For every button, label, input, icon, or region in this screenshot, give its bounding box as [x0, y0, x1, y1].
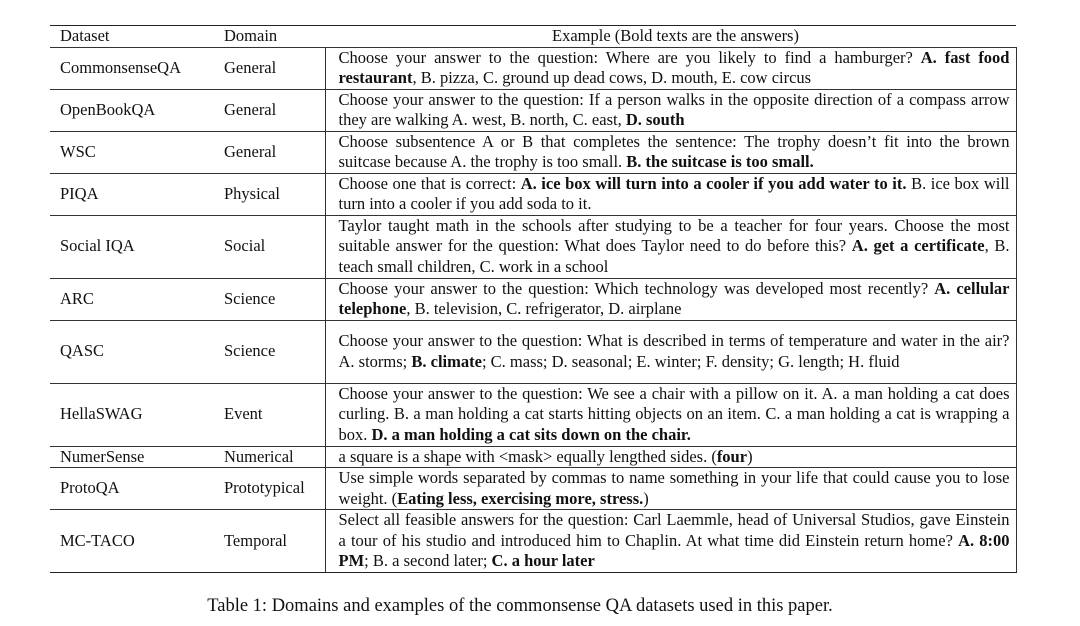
table-row: [50, 468, 1016, 510]
dataset-name: QASC: [50, 320, 214, 383]
example-text: ; B. a second later;: [364, 551, 492, 571]
dataset-example: [325, 47, 1016, 89]
dataset-name: PIQA: [50, 173, 214, 215]
dataset-domain: Numerical: [214, 446, 325, 468]
example-text: Choose your answer to the question: Which technology was developed most recently?: [338, 278, 935, 298]
answer-text: four: [716, 446, 748, 466]
dataset-domain: Science: [214, 320, 325, 383]
dataset-name: OpenBookQA: [50, 89, 214, 131]
example-text: ): [747, 446, 753, 466]
dataset-name: MC-TACO: [50, 510, 214, 573]
example-text: Choose one that is correct:: [338, 173, 521, 193]
dataset-domain: Prototypical: [214, 468, 325, 510]
dataset-name: NumerSense: [50, 446, 214, 468]
dataset-example: [325, 131, 1016, 173]
dataset-example: [325, 215, 1016, 278]
dataset-example: [325, 173, 1016, 215]
answer-text: C. a hour later: [491, 551, 595, 571]
example-text: Use simple words separated by commas to name something in your life that could cause you to lose weight. (: [338, 468, 1010, 508]
table-caption: Table 1: Domains and examples of the commonsense QA datasets used in this paper.: [207, 596, 833, 616]
dataset-domain: Physical: [214, 173, 325, 215]
example-text: , B. pizza, C. ground up dead cows, D. mouth, E. cow circus: [412, 68, 812, 87]
table-row: [50, 510, 1016, 573]
table-body: [50, 47, 1016, 573]
dataset-name: HellaSWAG: [50, 383, 214, 446]
table-row: [50, 89, 1016, 131]
example-text: B. ice box will turn into a cooler if you add soda to it.: [338, 173, 1010, 213]
example-text: Taylor taught math in the schools after studying to be a teacher for four years. Choose the most suitable answer for the question: What does Taylor need to do before this?: [338, 215, 1010, 256]
datasets-table: [50, 25, 1017, 573]
answer-text: A. cellular telephone: [338, 278, 1010, 318]
answer-text: B. climate: [411, 351, 482, 371]
dataset-name: Social IQA: [50, 215, 214, 278]
dataset-domain: General: [214, 89, 325, 131]
example-text: Select all feasible answers for the question: Carl Laemmle, head of Universal Studios, gave Einstein a tour of his studio and introduced him to Chaplin. At what time did Einstein return home?: [338, 510, 1010, 550]
dataset-example: [325, 89, 1016, 131]
answer-text: Eating less, exercising more, stress.: [397, 488, 644, 508]
answer-text: D. south: [625, 110, 685, 129]
dataset-domain: Science: [214, 278, 325, 320]
dataset-name: ProtoQA: [50, 468, 214, 510]
answer-text: A. fast food restaurant: [338, 47, 1010, 87]
answer-text: B. the suitcase is too small.: [626, 152, 814, 171]
answer-text: A. 8:00 PM: [338, 530, 1010, 571]
dataset-domain: Social: [214, 215, 325, 278]
table-row: [50, 215, 1016, 278]
table-row: [50, 47, 1016, 89]
dataset-example: [325, 278, 1016, 320]
dataset-domain: General: [214, 131, 325, 173]
header-dataset: Dataset: [50, 26, 214, 48]
dataset-example: [325, 446, 1016, 468]
table-header-row: [50, 26, 1016, 48]
table-row: [50, 278, 1016, 320]
example-text: a square is a shape with <mask> equally lengthed sides. (: [338, 446, 717, 466]
table-row: [50, 446, 1016, 468]
dataset-example: [325, 320, 1016, 383]
answer-text: A. ice box will turn into a cooler if you add water to it.: [520, 173, 907, 193]
example-text: Choose your answer to the question: We see a chair with a pillow on it. A. a man holding a cat does curling. B. a man holding a cat starts hitting objects on an item. C. a man holding a cat is wrapping a box.: [338, 383, 1010, 444]
example-text: Choose your answer to the question: What is described in terms of temperature and water in the air? A. storms;: [338, 331, 1010, 371]
answer-text: D. a man holding a cat sits down on the chair.: [371, 424, 691, 444]
dataset-example: [325, 510, 1016, 573]
example-text: , B. teach small children, C. work in a school: [338, 236, 1010, 276]
table-row: [50, 173, 1016, 215]
dataset-name: WSC: [50, 131, 214, 173]
header-example: Example (Bold texts are the answers): [325, 26, 1016, 48]
dataset-domain: Temporal: [214, 510, 325, 573]
dataset-name: CommonsenseQA: [50, 47, 214, 89]
header-domain: Domain: [214, 26, 325, 48]
example-text: , B. television, C. refrigerator, D. airplane: [406, 299, 682, 318]
example-text: ): [643, 488, 649, 508]
table-row: [50, 383, 1016, 446]
example-text: Choose your answer to the question: Where are you likely to find a hamburger?: [338, 47, 921, 67]
dataset-example: [325, 468, 1016, 510]
example-text: Choose subsentence A or B that completes the sentence: The trophy doesn’t fit into the brown suitcase because A. the trophy is too small.: [338, 131, 1010, 171]
dataset-name: ARC: [50, 278, 214, 320]
example-text: ; C. mass; D. seasonal; E. winter; F. density; G. length; H. fluid: [481, 351, 900, 371]
table-row: [50, 320, 1016, 383]
answer-text: A. get a certificate: [851, 236, 985, 256]
dataset-domain: Event: [214, 383, 325, 446]
dataset-example: [325, 383, 1016, 446]
table-row: [50, 131, 1016, 173]
example-text: Choose your answer to the question: If a person walks in the opposite direction of a compass arrow they are walking A. west, B. north, C. east,: [338, 89, 1010, 129]
dataset-domain: General: [214, 47, 325, 89]
